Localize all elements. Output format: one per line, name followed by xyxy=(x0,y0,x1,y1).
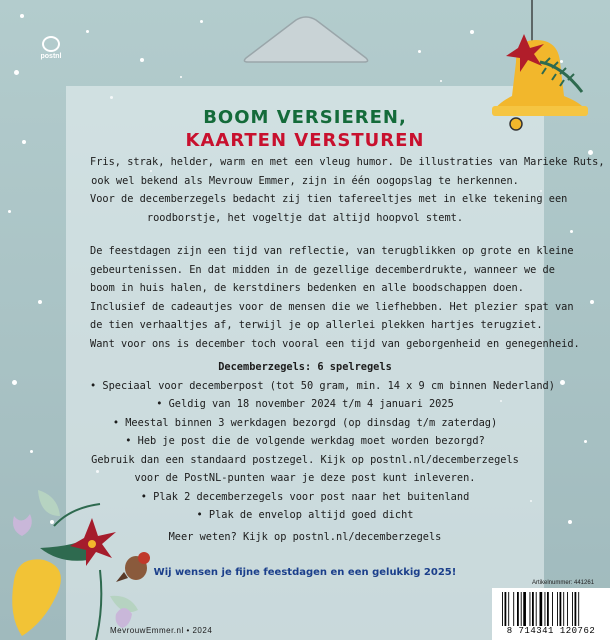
snowflake xyxy=(8,210,11,213)
snowflake xyxy=(180,76,182,78)
barcode-bar xyxy=(530,592,531,626)
title-line-2: KAARTEN VERSTUREN xyxy=(185,130,425,151)
barcode-bar xyxy=(532,592,534,626)
snowflake xyxy=(440,80,442,82)
barcode-bar xyxy=(567,592,568,626)
snowflake xyxy=(560,380,565,385)
snowflake xyxy=(140,58,144,62)
snowflake xyxy=(20,14,24,18)
rule-item: voor de PostNL-punten waar je deze post kunt inleveren. xyxy=(134,472,476,484)
body-line: de tien verhaaltjes af, terwijl je op allerlei plekken hartjes terugziet. xyxy=(90,319,543,331)
barcode-bar xyxy=(563,592,564,626)
body-line: boom in huis halen, de kerstdiners bedenken en alle boodschappen doen. xyxy=(90,282,524,294)
postnl-logo xyxy=(36,36,66,60)
body-line: Inclusief de cadeautjes voor de mensen die we liefhebben. Het plezier spat van xyxy=(90,300,574,313)
more-info xyxy=(90,528,520,547)
snowflake xyxy=(584,440,587,443)
body-paragraph xyxy=(90,242,580,353)
barcode-bar xyxy=(540,592,543,626)
intro-line: Voor de decemberzegels bedacht zij tien tafereeltjes met in elke tekening een xyxy=(90,193,568,205)
body-line: Want voor ons is december toch vooral een tijd van geborgenheid en genegenheid. xyxy=(90,337,580,350)
hanger-hole-icon xyxy=(236,14,376,64)
rules-section xyxy=(90,358,555,525)
snowflake xyxy=(200,20,203,23)
rule-item: • Heb je post die de volgende werkdag moet worden bezorgd? xyxy=(125,435,485,447)
postnl-circle-icon xyxy=(42,36,60,52)
snowflake xyxy=(30,450,33,453)
barcode-bar xyxy=(521,592,522,626)
snowflake xyxy=(470,30,474,34)
snowflake xyxy=(12,380,17,385)
rule-item: • Geldig van 18 november 2024 t/m 4 januari 2025 xyxy=(156,398,454,410)
barcode-bar xyxy=(545,592,546,626)
intro-line: Fris, strak, helder, warm en met een vleug humor. De illustraties van Marieke Ruts, xyxy=(90,156,605,168)
barcode-bar xyxy=(560,592,562,626)
barcode-bar xyxy=(572,592,573,626)
barcode-bar xyxy=(552,592,553,626)
snowflake xyxy=(418,50,421,53)
article-number: Artikelnummer: 441261 xyxy=(532,580,595,586)
snowflake xyxy=(86,30,89,33)
postnl-logo-text: postnl xyxy=(40,53,62,60)
barcode-bar xyxy=(502,592,503,626)
rule-item: Gebruik dan een standaard postzegel. Kijk op postnl.nl/decemberzegels xyxy=(91,453,519,466)
snowflake xyxy=(14,70,19,75)
intro-line: roodborstje, het vogeltje dat altijd hoopvol stemt. xyxy=(146,211,464,224)
barcode-bar xyxy=(575,592,577,626)
body-line: gebeurtenissen. En dat midden in de gezellige decemberdrukte, wanneer we de xyxy=(90,263,555,276)
barcode-digits: 8 714341 120762 xyxy=(506,626,596,636)
barcode-bar xyxy=(578,592,579,626)
snowflake xyxy=(590,300,594,304)
snowflake xyxy=(38,300,42,304)
season-greeting: Wij wensen je fijne feestdagen en een gelukkig 2025! xyxy=(153,567,457,578)
intro-line: ook wel bekend als Mevrouw Emmer, zijn in één oogopslag te herkennen. xyxy=(91,174,519,187)
rule-item: • Meestal binnen 3 werkdagen bezorgd (op dinsdag t/m zaterdag) xyxy=(112,416,498,429)
barcode-bar xyxy=(505,592,507,626)
barcode-bar xyxy=(513,592,514,626)
barcode-bar xyxy=(517,592,519,626)
illustrator-credit: MevrouwEmmer.nl • 2024 xyxy=(110,626,213,635)
barcode-bar xyxy=(557,592,558,626)
snowflake xyxy=(568,520,572,524)
intro-paragraph xyxy=(90,153,605,227)
rules-heading: Decemberzegels: 6 spelregels xyxy=(218,361,392,373)
more-info-text: Meer weten? Kijk op postnl.nl/decemberzegels xyxy=(168,531,442,543)
barcode-bar xyxy=(508,592,509,626)
barcode-bar xyxy=(536,592,537,626)
barcode-bars-icon xyxy=(500,592,600,626)
barcode-bar xyxy=(547,592,549,626)
title-line-1: BOOM VERSIEREN, xyxy=(203,107,407,128)
barcode-bar xyxy=(523,592,526,626)
body-line: De feestdagen zijn een tijd van reflectie, van terugblikken op grote en kleine xyxy=(90,245,574,257)
barcode xyxy=(492,588,610,640)
rule-item: • Speciaal voor decemberpost (tot 50 gram, min. 14 x 9 cm binnen Nederland) xyxy=(90,379,555,392)
rule-item: • Plak 2 decemberzegels voor post naar het buitenland xyxy=(140,490,470,503)
snowflake xyxy=(570,230,573,233)
rule-item: • Plak de envelop altijd goed dicht xyxy=(196,509,414,521)
